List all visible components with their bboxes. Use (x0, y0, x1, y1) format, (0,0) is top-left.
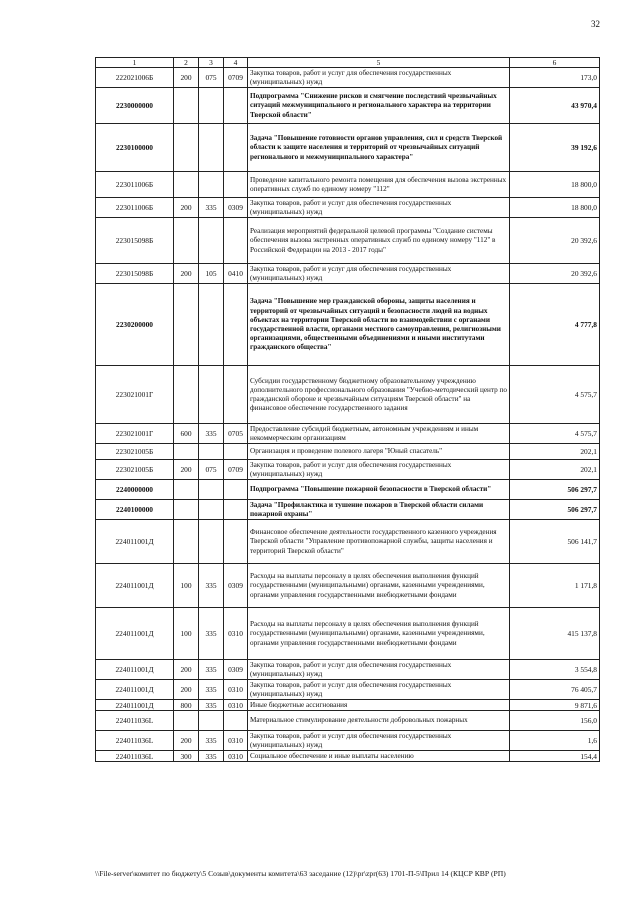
row-code-cell: 224011001Д (96, 608, 174, 660)
row-code-cell: 223015098Б (96, 218, 174, 264)
row-col3-cell (199, 218, 224, 264)
row-code-cell: 2230200000 (96, 284, 174, 366)
header-col-6: 6 (510, 58, 600, 68)
header-col-5: 5 (248, 58, 510, 68)
header-col-4: 4 (224, 58, 248, 68)
row-col2-cell: 100 (174, 564, 199, 608)
table-row (96, 172, 600, 198)
table-row (96, 731, 600, 751)
row-code-cell: 223021005Б (96, 460, 174, 480)
row-col3-cell: 335 (199, 564, 224, 608)
row-col2-cell: 200 (174, 731, 199, 751)
row-description-cell: Предоставление субсидий бюджетным, автономным учреждениям и иным некоммерческим организациям (248, 424, 510, 444)
row-col3-cell (199, 172, 224, 198)
row-col2-cell (174, 124, 199, 172)
row-col2-cell (174, 711, 199, 731)
row-col2-cell: 200 (174, 68, 199, 88)
row-amount-cell: 18 800,0 (510, 172, 600, 198)
row-col4-cell (224, 218, 248, 264)
row-col3-cell: 335 (199, 700, 224, 711)
row-col4-cell: 0310 (224, 680, 248, 700)
row-col3-cell: 335 (199, 424, 224, 444)
row-col2-cell (174, 480, 199, 500)
row-code-cell: 222021006Б (96, 68, 174, 88)
row-amount-cell: 506 297,7 (510, 500, 600, 520)
row-col2-cell: 200 (174, 264, 199, 284)
row-col2-cell (174, 366, 199, 424)
row-code-cell: 224011001Д (96, 680, 174, 700)
row-col2-cell (174, 520, 199, 564)
row-description-cell: Закупка товаров, работ и услуг для обеспечения государственных (муниципальных) нужд (248, 264, 510, 284)
row-description-cell: Закупка товаров, работ и услуг для обеспечения государственных (муниципальных) нужд (248, 680, 510, 700)
row-amount-cell: 4 777,8 (510, 284, 600, 366)
row-description-cell: Задача "Профилактика и тушение пожаров в Тверской области силами пожарной охраны" (248, 500, 510, 520)
table-row (96, 660, 600, 680)
row-col2-cell (174, 500, 199, 520)
row-description-cell: Субсидии государственному бюджетному образовательному учреждению дополнительного профессионального образования "Учебно-методический центр по гражданской обороне и чрезвычайным ситуациям Тверской области" на финансовое обеспечение государственного задания (248, 366, 510, 424)
row-col4-cell: 0309 (224, 660, 248, 680)
table-row (96, 680, 600, 700)
row-description-cell: Расходы на выплаты персоналу в целях обеспечения выполнения функций государственными (муниципальными) органами, казенными учреждениями, органами управления государственными внебюджетными фондами (248, 608, 510, 660)
row-col4-cell (224, 124, 248, 172)
row-col2-cell (174, 444, 199, 460)
row-description-cell: Закупка товаров, работ и услуг для обеспечения государственных (муниципальных) нужд (248, 68, 510, 88)
row-col4-cell: 0709 (224, 460, 248, 480)
row-amount-cell: 202,1 (510, 444, 600, 460)
header-col-3: 3 (199, 58, 224, 68)
row-amount-cell: 202,1 (510, 460, 600, 480)
row-col2-cell (174, 218, 199, 264)
row-col3-cell (199, 366, 224, 424)
row-col4-cell (224, 500, 248, 520)
row-col2-cell: 200 (174, 660, 199, 680)
row-description-cell: Закупка товаров, работ и услуг для обеспечения государственных (муниципальных) нужд (248, 731, 510, 751)
row-description-cell: Задача "Повышение готовности органов управления, сил и средств Тверской области к защите населения и территорий от чрезвычайных ситуаций регионального и межмуниципального характера" (248, 124, 510, 172)
table-row (96, 218, 600, 264)
row-code-cell: 2230100000 (96, 124, 174, 172)
row-code-cell: 224011036L (96, 731, 174, 751)
row-code-cell: 223021001Г (96, 366, 174, 424)
row-amount-cell: 4 575,7 (510, 366, 600, 424)
row-amount-cell: 506 141,7 (510, 520, 600, 564)
row-col4-cell (224, 366, 248, 424)
row-code-cell: 224011001Д (96, 520, 174, 564)
row-code-cell: 2240000000 (96, 480, 174, 500)
row-col2-cell: 800 (174, 700, 199, 711)
row-col4-cell (224, 480, 248, 500)
table-row (96, 751, 600, 762)
row-description-cell: Закупка товаров, работ и услуг для обеспечения государственных (муниципальных) нужд (248, 198, 510, 218)
row-col2-cell: 200 (174, 680, 199, 700)
table-row (96, 198, 600, 218)
budget-table (95, 57, 600, 762)
row-col4-cell: 0309 (224, 198, 248, 218)
row-amount-cell: 1 171,8 (510, 564, 600, 608)
row-description-cell: Подпрограмма "Повышение пожарной безопасности в Тверской области" (248, 480, 510, 500)
table-row (96, 608, 600, 660)
row-col4-cell: 0309 (224, 564, 248, 608)
row-amount-cell: 156,0 (510, 711, 600, 731)
header-col-1: 1 (96, 58, 174, 68)
row-col3-cell (199, 500, 224, 520)
row-col3-cell (199, 444, 224, 460)
row-col3-cell: 335 (199, 751, 224, 762)
row-code-cell: 223015098Б (96, 264, 174, 284)
table-row (96, 88, 600, 124)
row-col2-cell (174, 172, 199, 198)
row-description-cell: Материальное стимулирование деятельности добровольных пожарных (248, 711, 510, 731)
row-col2-cell: 200 (174, 460, 199, 480)
table-row (96, 264, 600, 284)
row-col3-cell: 335 (199, 198, 224, 218)
table-row (96, 366, 600, 424)
row-col4-cell: 0310 (224, 731, 248, 751)
row-col3-cell (199, 711, 224, 731)
table-row (96, 564, 600, 608)
row-amount-cell: 506 297,7 (510, 480, 600, 500)
row-col3-cell: 335 (199, 660, 224, 680)
row-code-cell: 2230000000 (96, 88, 174, 124)
row-col3-cell: 075 (199, 68, 224, 88)
row-amount-cell: 18 800,0 (510, 198, 600, 218)
row-col3-cell (199, 520, 224, 564)
row-description-cell: Закупка товаров, работ и услуг для обеспечения государственных (муниципальных) нужд (248, 660, 510, 680)
row-description-cell: Проведение капитального ремонта помещения для обеспечения вызова экстренных оперативных служб по единому номеру "112" (248, 172, 510, 198)
table-row (96, 68, 600, 88)
row-code-cell: 224011036L (96, 711, 174, 731)
row-amount-cell: 4 575,7 (510, 424, 600, 444)
row-amount-cell: 415 137,8 (510, 608, 600, 660)
table-row (96, 284, 600, 366)
row-description-cell: Подпрограмма "Снижение рисков и смягчение последствий чрезвычайных ситуаций межмуниципального и регионального характера на территории Тверской области" (248, 88, 510, 124)
row-description-cell: Расходы на выплаты персоналу в целях обеспечения выполнения функций государственными (муниципальными) органами, казенными учреждениями, органами управления государственными внебюджетными фондами (248, 564, 510, 608)
table-row (96, 500, 600, 520)
row-amount-cell: 39 192,6 (510, 124, 600, 172)
row-col4-cell (224, 444, 248, 460)
row-col4-cell: 0310 (224, 608, 248, 660)
row-code-cell: 224011001Д (96, 564, 174, 608)
row-amount-cell: 9 871,6 (510, 700, 600, 711)
row-code-cell: 2240100000 (96, 500, 174, 520)
row-code-cell: 223021001Г (96, 424, 174, 444)
row-col4-cell: 0310 (224, 751, 248, 762)
row-col4-cell (224, 711, 248, 731)
row-description-cell: Закупка товаров, работ и услуг для обеспечения государственных (муниципальных) нужд (248, 460, 510, 480)
row-col4-cell (224, 88, 248, 124)
table-row (96, 424, 600, 444)
row-col4-cell (224, 284, 248, 366)
footer-file-path: \\File-server\комитет по бюджету\5 Созыв\документы комитета\63 заседание (12)\pr\zpr(63) 1701-П-5\Прил 14 (КЦСР КВР (РП) (95, 869, 506, 878)
row-code-cell: 223021005Б (96, 444, 174, 460)
row-amount-cell: 20 392,6 (510, 264, 600, 284)
row-code-cell: 224011001Д (96, 700, 174, 711)
row-amount-cell: 43 970,4 (510, 88, 600, 124)
row-col4-cell: 0310 (224, 700, 248, 711)
row-description-cell: Финансовое обеспечение деятельности государственного казенного учреждения Тверской области "Управление противопожарной службы, защиты населения и территорий Тверской области" (248, 520, 510, 564)
row-col2-cell (174, 284, 199, 366)
header-col-2: 2 (174, 58, 199, 68)
row-col3-cell: 335 (199, 731, 224, 751)
row-amount-cell: 76 405,7 (510, 680, 600, 700)
row-code-cell: 223011006Б (96, 198, 174, 218)
table-row (96, 124, 600, 172)
table-row (96, 460, 600, 480)
row-col4-cell: 0410 (224, 264, 248, 284)
table-header-row (96, 58, 600, 68)
row-code-cell: 223011006Б (96, 172, 174, 198)
row-amount-cell: 1,6 (510, 731, 600, 751)
row-col2-cell: 300 (174, 751, 199, 762)
row-col3-cell: 335 (199, 680, 224, 700)
row-description-cell: Реализация мероприятий федеральной целевой программы "Создание системы обеспечения вызова экстренных оперативных служб по единому номеру "112" в Российской Федерации на 2013 - 2017 годы" (248, 218, 510, 264)
table-row (96, 444, 600, 460)
row-code-cell: 224011001Д (96, 660, 174, 680)
row-col3-cell: 105 (199, 264, 224, 284)
row-description-cell: Задача "Повышение мер гражданской обороны, защиты населения и территорий от чрезвычайных ситуаций и безопасности людей на водных объектах на территории Тверской области во взаимодействии с органами государственной власти, органами местного самоуправления, религиозными организациями, общественными объединениями и иными институтами гражданского общества" (248, 284, 510, 366)
row-col3-cell (199, 480, 224, 500)
row-amount-cell: 154,4 (510, 751, 600, 762)
row-col4-cell: 0705 (224, 424, 248, 444)
row-col3-cell: 075 (199, 460, 224, 480)
row-col3-cell (199, 124, 224, 172)
row-col2-cell (174, 88, 199, 124)
page-number: 32 (591, 19, 600, 29)
row-code-cell: 224011036L (96, 751, 174, 762)
table-row (96, 520, 600, 564)
table-row (96, 700, 600, 711)
row-description-cell: Иные бюджетные ассигнования (248, 700, 510, 711)
row-description-cell: Социальное обеспечение и иные выплаты населению (248, 751, 510, 762)
table-row (96, 480, 600, 500)
row-amount-cell: 3 554,8 (510, 660, 600, 680)
row-col4-cell (224, 172, 248, 198)
row-col2-cell: 100 (174, 608, 199, 660)
row-col2-cell: 600 (174, 424, 199, 444)
table-row (96, 711, 600, 731)
row-description-cell: Организация и проведение полевого лагеря "Юный спасатель" (248, 444, 510, 460)
row-col2-cell: 200 (174, 198, 199, 218)
row-amount-cell: 20 392,6 (510, 218, 600, 264)
row-col3-cell: 335 (199, 608, 224, 660)
row-col3-cell (199, 88, 224, 124)
row-col4-cell (224, 520, 248, 564)
row-col3-cell (199, 284, 224, 366)
row-col4-cell: 0709 (224, 68, 248, 88)
row-amount-cell: 173,0 (510, 68, 600, 88)
